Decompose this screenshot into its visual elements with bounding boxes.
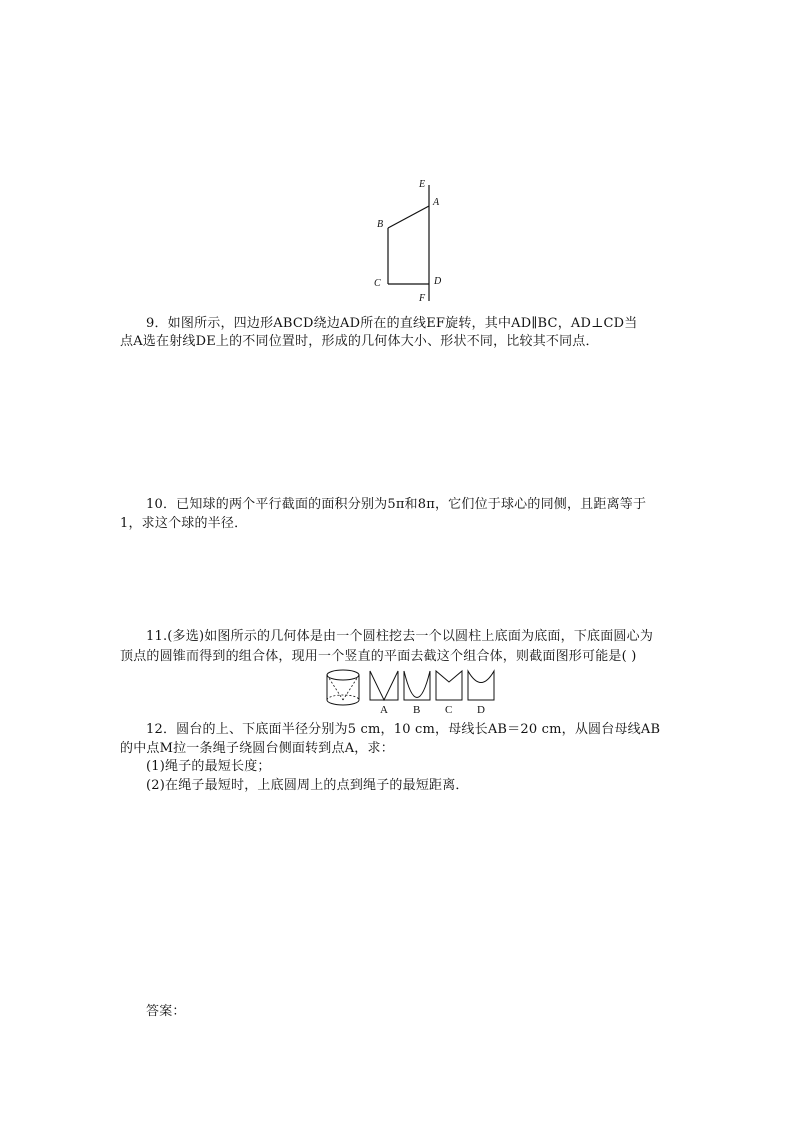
question-11-line-2: 顶点的圆锥而得到的组合体，现用一个竖直的平面去截这个组合体，则截面图形可能是( ) xyxy=(120,649,637,664)
question-10-line-1: 10．已知球的两个平行截面的面积分别为5π和8π，它们位于球心的同侧，且距离等于 xyxy=(146,497,647,512)
figure-q11 xyxy=(322,666,502,718)
option-d-label: D xyxy=(477,704,485,716)
cylinder-with-cone-icon xyxy=(327,670,359,705)
section-option-b xyxy=(404,671,430,700)
answer-label: 答案： xyxy=(146,1004,186,1019)
label-f: F xyxy=(419,293,426,304)
section-option-d xyxy=(468,671,494,700)
label-b: B xyxy=(377,219,384,230)
label-d: D xyxy=(434,276,442,287)
option-c-label: C xyxy=(445,704,453,716)
question-12-sub-2: (2)在绳子最短时，上底圆周上的点到绳子的最短距离． xyxy=(146,778,469,793)
option-a-label: A xyxy=(380,704,388,716)
section-option-c xyxy=(436,671,462,700)
segment-ab xyxy=(388,206,429,228)
question-12-line-2: 的中点M拉一条绳子绕圆台侧面转到点A，求： xyxy=(120,741,394,756)
question-12-sub-1: (1)绳子的最短长度； xyxy=(146,759,271,774)
question-12-line-1: 12．圆台的上、下底面半径分别为5 cm，10 cm，母线长AB＝20 cm，从圆台母线AB xyxy=(146,722,661,737)
question-9-line-1: 9．如图所示，四边形ABCD绕边AD所在的直线EF旋转，其中AD∥BC，AD⊥CD当 xyxy=(146,316,638,331)
label-a: A xyxy=(433,197,440,208)
question-11-line-1: 11.(多选)如图所示的几何体是由一个圆柱挖去一个以圆柱上底面为底面，下底面圆心为 xyxy=(146,629,654,644)
question-10-line-2: 1，求这个球的半径． xyxy=(120,516,248,531)
label-e: E xyxy=(419,179,426,190)
figure-q9 xyxy=(360,175,460,307)
label-c: C xyxy=(374,278,381,289)
question-9-line-2: 点A选在射线DE上的不同位置时，形成的几何体大小、形状不同，比较其不同点． xyxy=(120,334,599,349)
section-option-a xyxy=(370,671,398,700)
solid-and-sections xyxy=(322,666,502,718)
option-b-label: B xyxy=(413,704,421,716)
